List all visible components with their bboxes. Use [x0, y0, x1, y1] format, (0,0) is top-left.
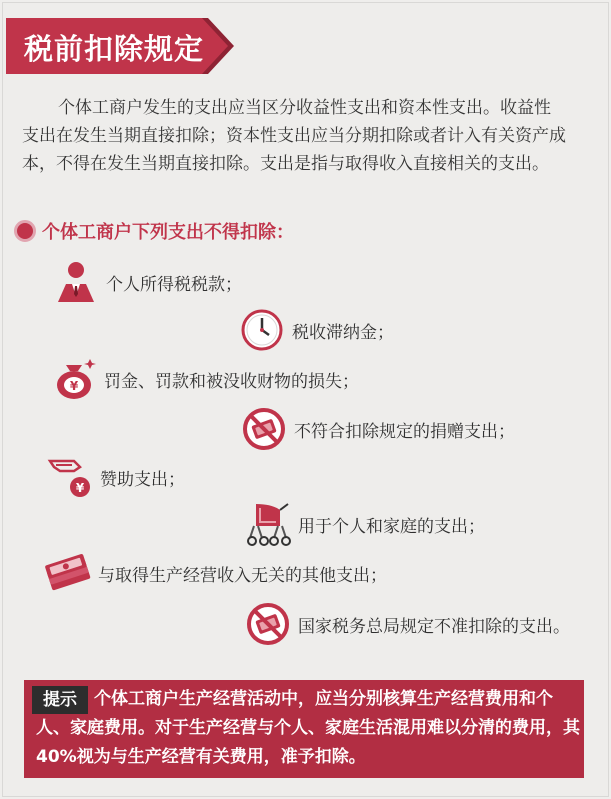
subheading-text: 个体工商户下列支出不得扣除： — [42, 222, 294, 243]
person-icon — [52, 258, 100, 306]
list-item — [44, 549, 387, 597]
list-item-text: 与取得生产经营收入无关的其他支出； — [98, 565, 387, 586]
list-item-text: 税收滞纳金； — [292, 322, 394, 343]
intro-paragraph — [22, 94, 592, 178]
list-item — [52, 258, 242, 306]
tip-label: 提示 — [32, 686, 88, 714]
list-item — [244, 500, 485, 548]
bullet-icon — [14, 220, 36, 242]
list-item-text: 不符合扣除规定的捐赠支出； — [294, 421, 515, 442]
stroller-icon — [244, 500, 292, 548]
cash-stack-icon — [44, 549, 92, 597]
list-item-text: 个人所得税税款； — [106, 274, 242, 295]
list-item-text: 罚金、罚款和被没收财物的损失； — [104, 371, 359, 392]
section-title: 税前扣除规定 — [24, 32, 205, 66]
section-banner — [6, 18, 228, 72]
tip-text: 个体工商户生产经营活动中，应当分别核算生产经营费用和个人、家庭费用。对于生产经营与个人、家庭生活混用难以分清的费用，其40%视为与生产经营有关费用，准予扣除。 — [36, 689, 580, 767]
clock-icon — [238, 306, 286, 354]
list-item-text: 用于个人和家庭的支出； — [298, 516, 485, 537]
tip-box — [24, 680, 584, 778]
list-item — [46, 453, 185, 501]
list-item — [50, 355, 359, 403]
intro-text: 个体工商户发生的支出应当区分收益性支出和资本性支出。收益性支出在发生当期直接扣除；资本性支出应当分期扣除或者计入有关资产成本，不得在发生当期直接扣除。支出是指与取得收入直接相关的支出。 — [22, 98, 566, 174]
list-item — [238, 306, 394, 354]
list-item — [244, 600, 570, 648]
no-money-icon — [244, 600, 292, 648]
list-item — [240, 405, 515, 453]
subheading — [14, 216, 294, 246]
no-money-icon — [240, 405, 288, 453]
hand-coin-icon — [46, 453, 94, 501]
svg-text:¥: ¥ — [69, 379, 79, 393]
svg-text:¥: ¥ — [75, 481, 85, 495]
list-item-text: 赞助支出； — [100, 469, 185, 490]
moneybag-icon — [50, 355, 98, 403]
list-item-text: 国家税务总局规定不准扣除的支出。 — [298, 616, 570, 637]
